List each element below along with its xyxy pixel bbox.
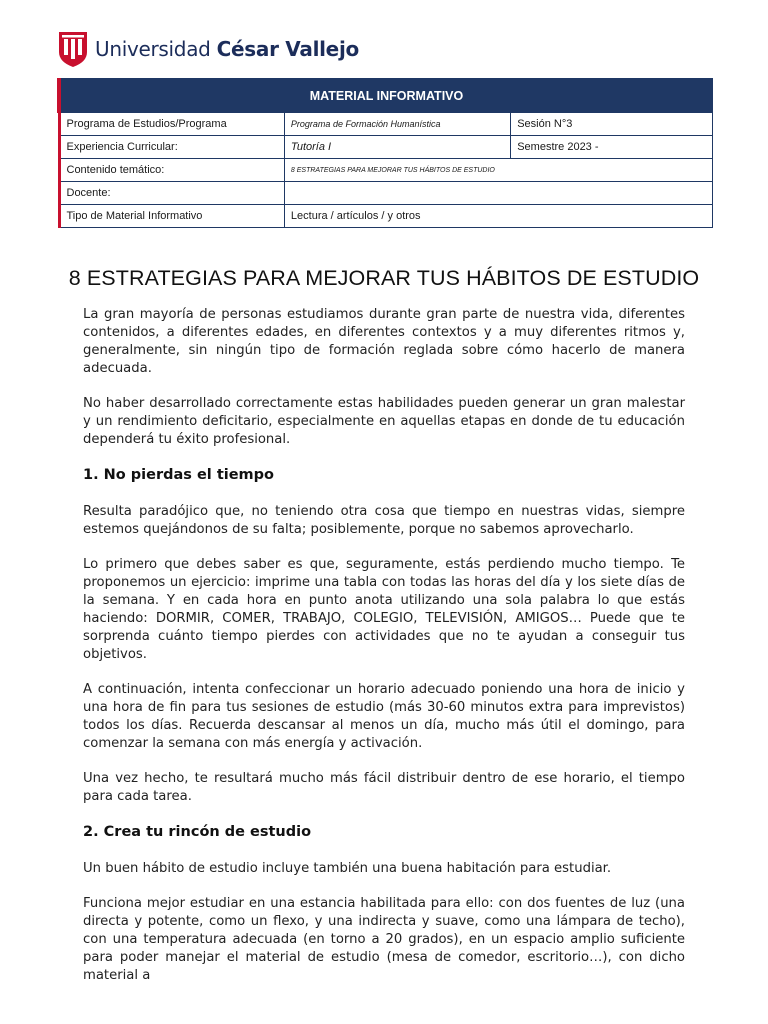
- university-shield-logo-icon: [57, 30, 89, 68]
- semester-label: Semestre 2023 -: [511, 136, 713, 159]
- section-paragraph: A continuación, intenta confeccionar un horario adecuado poniendo una hora de inicio y una hora de fin para tus sesiones de estudio (más 30-60 minutos extra para imprevistos) todos los días. Recuerda descansar al menos un día, mucho más útil el domingo, para comenzar la semana con más energía y activación.: [83, 682, 685, 751]
- content-label: Contenido temático:: [59, 159, 284, 182]
- info-table-title: MATERIAL INFORMATIVO: [59, 79, 713, 113]
- document-title: 8 ESTRATEGIAS PARA MEJORAR TUS HÁBITOS DE ESTUDIO: [68, 266, 700, 290]
- material-type-value: Lectura / artículos / y otros: [284, 205, 712, 228]
- section-paragraph: Resulta paradójico que, no teniendo otra cosa que tiempo en nuestras vidas, siempre estemos quejándonos de su falta; posiblemente, porque no sabemos aprovecharlo.: [83, 504, 685, 537]
- university-logo: [57, 30, 359, 68]
- experience-label: Experiencia Curricular:: [59, 136, 284, 159]
- section-paragraph: Funciona mejor estudiar en una estancia habilitada para ello: con dos fuentes de luz (una directa y potente, como un flexo, y una indirecta y suave, como una lámpara de techo), con una temperatura adecuada (en torno a 20 grados), en un espacio amplio suficiente para poder manejar el material de estudio (mesa de comedor, escritorio…), con dicho material a: [83, 896, 685, 983]
- intro-paragraph: No haber desarrollado correctamente estas habilidades pueden generar un gran malestar y un rendimiento deficitario, especialmente en aquellas etapas en donde de tu educación dependerá tu éxito profesional.: [83, 396, 685, 447]
- section-heading: 1. No pierdas el tiempo: [83, 467, 275, 483]
- section-heading: 2. Crea tu rincón de estudio: [83, 824, 312, 840]
- document-body: [83, 306, 685, 1002]
- teacher-value: [284, 182, 712, 205]
- table-row: [59, 205, 713, 228]
- section-paragraph: Lo primero que debes saber es que, seguramente, estás perdiendo mucho tiempo. Te proponemos un ejercicio: imprime una tabla con todas las horas del día y los siete días de la semana. Y en cada hora en punto anota utilizando una sola palabra lo que estás haciendo: DORMIR, COMER, TRABAJO, COLEGIO, TELEVISIÓN, AMIGOS… Puede que te sorprenda cuánto tiempo pierdes con actividades que no te ayudan a conseguir tus objetivos.: [83, 557, 685, 662]
- info-table: [57, 78, 713, 228]
- table-row: [59, 136, 713, 159]
- teacher-label: Docente:: [59, 182, 284, 205]
- content-value: 8 ESTRATEGIAS PARA MEJORAR TUS HÁBITOS DE ESTUDIO: [284, 159, 712, 182]
- table-row: [59, 113, 713, 136]
- intro-paragraph: La gran mayoría de personas estudiamos durante gran parte de nuestra vida, diferentes contenidos, a diferentes edades, en diferentes contextos y a muy diferentes ritmos y, generalmente, sin ningún tipo de formación reglada sobre cómo hacerlo de manera adecuada.: [83, 307, 685, 376]
- section-paragraph: Una vez hecho, te resultará mucho más fácil distribuir dentro de ese horario, el tiempo para cada tarea.: [83, 771, 685, 804]
- section-paragraph: Un buen hábito de estudio incluye también una buena habitación para estudiar.: [83, 861, 612, 876]
- table-row: [59, 182, 713, 205]
- program-value: Programa de Formación Humanística: [284, 113, 510, 136]
- session-label: Sesión N°3: [511, 113, 713, 136]
- experience-value: Tutoría I: [284, 136, 510, 159]
- university-name: Universidad César Vallejo: [95, 37, 359, 61]
- program-label: Programa de Estudios/Programa: [59, 113, 284, 136]
- table-row: [59, 159, 713, 182]
- material-type-label: Tipo de Material Informativo: [59, 205, 284, 228]
